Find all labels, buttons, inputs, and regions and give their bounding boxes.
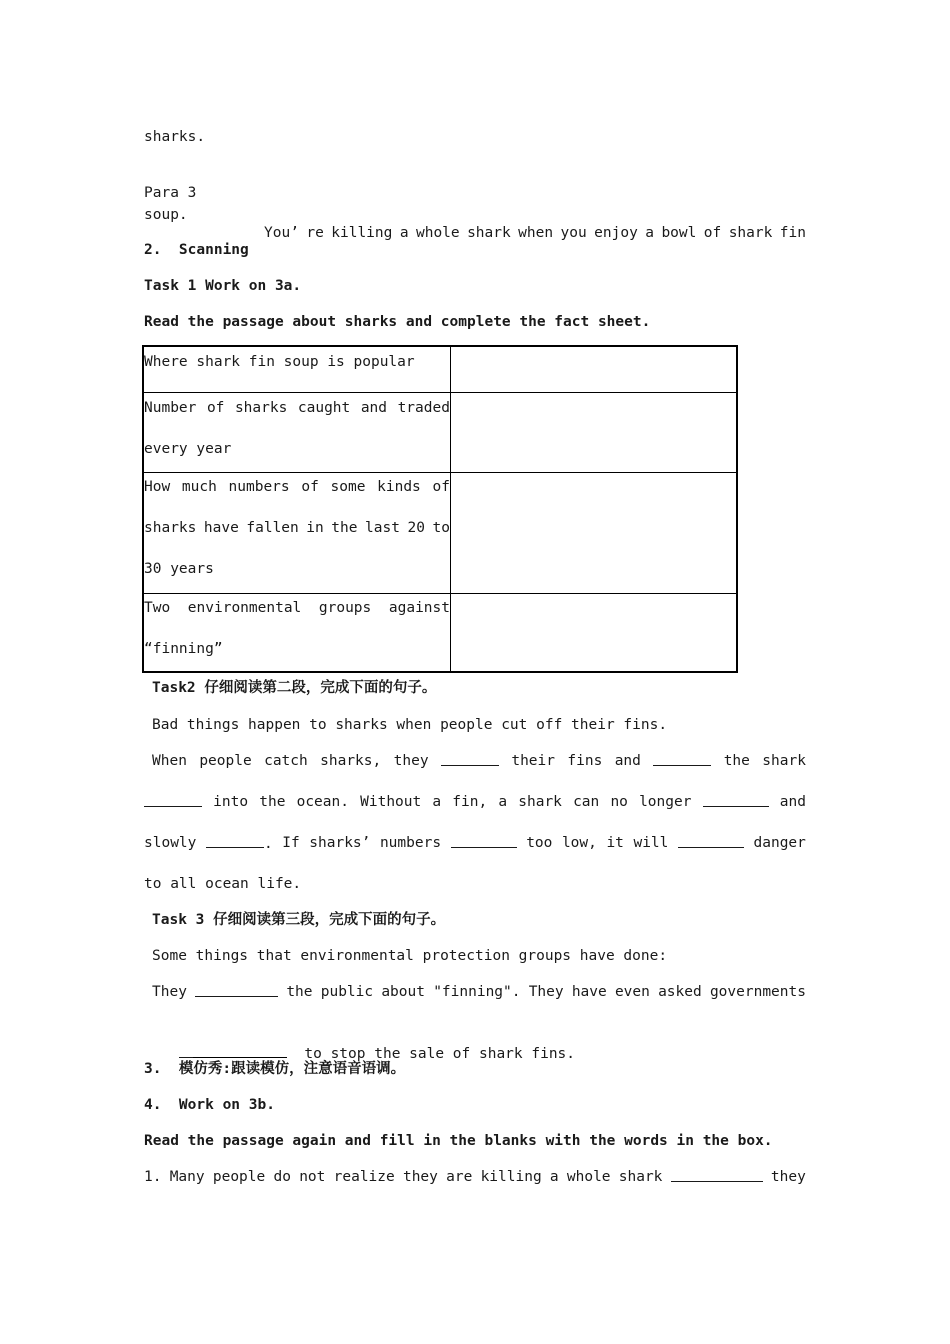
para3-label: Para 3 [144, 185, 197, 201]
word: groups [318, 599, 372, 616]
word: some [330, 478, 366, 495]
word: of [301, 478, 319, 495]
word: caught [297, 399, 351, 416]
fact-question-cell [143, 472, 451, 593]
word: traded [397, 399, 450, 416]
word: people [212, 1169, 266, 1185]
word: of [206, 399, 225, 416]
word: They [152, 984, 187, 1000]
word: fins [567, 753, 603, 769]
word: their [511, 753, 555, 769]
word: If [282, 835, 300, 851]
word: the [723, 753, 750, 769]
word: into [213, 794, 249, 810]
blank[interactable] [179, 1043, 193, 1058]
word: people [199, 753, 252, 769]
word: are [446, 1169, 473, 1185]
word: You’ [264, 225, 299, 241]
word: sharks, [320, 753, 382, 769]
word: Without [360, 794, 422, 810]
word: Number [144, 399, 197, 416]
word: killing [331, 225, 393, 241]
word: sharks [234, 399, 288, 416]
task2-line-2 [144, 792, 806, 812]
word: asked [658, 984, 702, 1000]
task3-heading: Task 3 仔细阅读第三段，完成下面的句子。 [152, 912, 446, 928]
word: fallen [246, 519, 299, 536]
word: . [263, 836, 273, 852]
para3-line [144, 163, 806, 243]
word: shark [618, 1169, 663, 1185]
word: a [399, 225, 409, 241]
word: a [432, 794, 442, 810]
text-line-sharks: sharks. [144, 129, 206, 145]
blank[interactable] [206, 833, 264, 848]
fact-row [143, 472, 737, 593]
word: of [703, 225, 722, 241]
blank[interactable] [195, 982, 278, 997]
word: have [203, 519, 239, 536]
word: whole [566, 1169, 611, 1185]
fact-question-line [144, 352, 450, 372]
word: every year [144, 440, 232, 457]
word: when [518, 225, 554, 241]
word: longer [639, 794, 692, 810]
section-4-instruction: Read the passage again and fill in the blanks with the words in the box. [144, 1133, 773, 1149]
word: kinds [377, 478, 421, 495]
word: fin [779, 225, 806, 241]
word: to [432, 519, 450, 536]
word: they [393, 753, 429, 769]
section-4-heading: 4. Work on 3b. [144, 1097, 275, 1113]
word: governments [709, 984, 806, 1000]
word: 1. [144, 1169, 162, 1185]
word: do [273, 1169, 291, 1185]
word: it [606, 835, 624, 851]
fact-question-line [144, 439, 450, 459]
fact-answer-cell[interactable] [451, 346, 738, 392]
word: will [633, 835, 669, 851]
word: the [286, 984, 313, 1000]
fact-question-line [144, 639, 450, 659]
word: shark [518, 794, 562, 810]
word: the [331, 519, 358, 536]
word: a [549, 1169, 559, 1185]
word: environmental [187, 599, 302, 616]
word: They [528, 984, 564, 1000]
word: too [526, 835, 553, 851]
word: enjoy [594, 225, 638, 241]
word: the [259, 794, 286, 810]
word: a [645, 225, 654, 241]
task3-intro: Some things that environmental protection groups have done: [152, 948, 668, 964]
word: sharks’ [309, 835, 371, 851]
word: a [498, 794, 508, 810]
blank[interactable] [653, 751, 711, 766]
word: about [381, 984, 425, 1000]
fact-row [143, 392, 737, 472]
word: ocean. [296, 794, 349, 810]
word: Many [169, 1169, 205, 1185]
word: and [779, 794, 806, 810]
word: they [770, 1169, 806, 1185]
word: numbers [379, 835, 442, 851]
word: of [432, 478, 450, 495]
task2-line-4: to all ocean life. [144, 876, 302, 892]
word: slowly [144, 835, 197, 851]
blank[interactable] [671, 1167, 763, 1182]
word: sharks [144, 519, 197, 536]
word: much [181, 478, 217, 495]
blank[interactable] [703, 792, 769, 807]
task2-intro: Bad things happen to sharks when people cut off their fins. [152, 717, 668, 733]
task1-heading: Task 1 Work on 3a. [144, 278, 302, 294]
word: Where shark fin soup is popular [144, 354, 415, 370]
word: shark [467, 225, 511, 241]
task2-heading: Task2 仔细阅读第二段，完成下面的句子。 [152, 680, 437, 696]
word: they [402, 1169, 438, 1185]
word: last [365, 519, 400, 536]
word: Two [144, 599, 171, 616]
fact-answer-cell[interactable] [451, 392, 738, 472]
word: and [614, 753, 641, 769]
blank[interactable] [441, 751, 499, 766]
fact-question-line [144, 398, 450, 418]
fact-sheet-table [142, 345, 738, 673]
word: realize [333, 1169, 395, 1185]
word: "finning". [433, 984, 521, 1000]
fact-answer-cell[interactable] [451, 472, 738, 593]
word: 30 years [144, 560, 214, 577]
task3-line-1 [152, 982, 806, 1002]
fact-question-line [144, 518, 450, 538]
para3-end: soup. [144, 207, 188, 223]
task2-line-1 [152, 751, 806, 771]
word: When [152, 753, 187, 769]
task2-line-3 [144, 833, 806, 854]
fact-question-line [144, 477, 450, 497]
word: and [360, 399, 388, 416]
word: you [560, 225, 587, 241]
fact-question-line [144, 559, 450, 579]
task1-instruction: Read the passage about sharks and complete the fact sheet. [144, 314, 651, 330]
blank-group [206, 833, 273, 854]
word: can [573, 794, 600, 810]
word: bowl [661, 225, 697, 241]
word: have [571, 984, 607, 1000]
blank[interactable] [678, 833, 744, 848]
word: numbers [228, 478, 290, 495]
word: shark [728, 225, 773, 241]
fact-question-cell [143, 346, 451, 392]
word: killing [480, 1169, 542, 1185]
word: in [306, 519, 324, 536]
word: catch [264, 753, 308, 769]
word: “finning” [144, 640, 223, 657]
fact-question-cell [143, 593, 451, 672]
section-3-heading: 3. 模仿秀:跟读模仿，注意语音语调。 [144, 1061, 406, 1077]
word: How [144, 478, 171, 495]
word: no [610, 794, 628, 810]
word: whole [415, 225, 460, 241]
word: 20 [407, 519, 425, 536]
word: against [388, 599, 450, 616]
blank[interactable] [451, 833, 517, 848]
fact-row [143, 593, 737, 672]
task3-line-2-text: to stop the sale of shark fins. [304, 1046, 576, 1062]
word: even [614, 984, 650, 1000]
fact-row [143, 346, 737, 392]
blank[interactable] [144, 792, 202, 807]
word: re [306, 225, 324, 241]
word: fin, [452, 794, 488, 810]
word: public [320, 984, 374, 1000]
question-1-line [144, 1167, 806, 1187]
fact-question-line [144, 598, 450, 618]
word: danger [753, 835, 806, 851]
fact-answer-cell[interactable] [451, 593, 738, 672]
word: not [299, 1169, 326, 1185]
blank[interactable] [193, 1043, 287, 1058]
section-2-heading: 2. Scanning [144, 242, 249, 258]
word: low, [561, 835, 597, 851]
word: shark [762, 753, 806, 769]
fact-question-cell [143, 392, 451, 472]
